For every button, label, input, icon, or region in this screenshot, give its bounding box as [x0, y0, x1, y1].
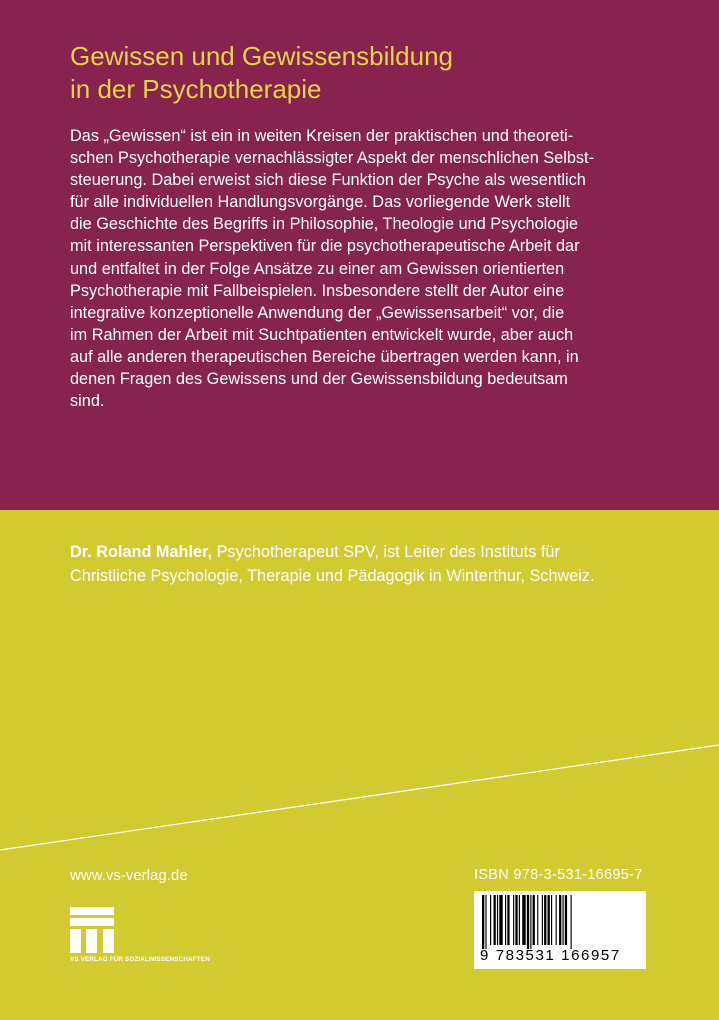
author-name: Dr. Roland Mahler, [70, 543, 213, 561]
description-line: Psychotherapie mit Fallbeispielen. Insbesondere stellt der Autor eine [70, 281, 565, 300]
author-bio-part-1: Psychotherapeut SPV, ist Leiter des Instituts für [212, 543, 560, 561]
vs-verlag-logo-icon [70, 907, 114, 953]
author-line-1 [70, 540, 690, 564]
barcode-bar [515, 895, 517, 945]
description-line: und entfaltet in der Folge Ansätze zu einer am Gewissen orientierten [70, 259, 565, 278]
barcode-bar [527, 895, 529, 949]
book-title [70, 40, 670, 106]
barcode-bar [537, 895, 538, 945]
barcode-bar [571, 895, 572, 949]
description-line: im Rahmen der Arbeit mit Suchtpatienten entwickelt wurde, aber auch [70, 325, 574, 344]
barcode-bar [542, 895, 543, 945]
description-line: für alle individuellen Handlungsvorgänge. Das vorliegende Werk stellt [70, 193, 571, 212]
barcode-bar [548, 895, 550, 945]
barcode-bar [490, 895, 491, 945]
barcode-bar [551, 895, 552, 945]
author-bio [70, 540, 690, 588]
barcode-bar [522, 895, 525, 945]
barcode-bar [530, 895, 531, 949]
barcode-bar [533, 895, 535, 945]
author-line-2: Christliche Psychologie, Therapie und Pädagogik in Winterthur, Schweiz. [70, 567, 595, 585]
barcode-digits: 9 783531 166957 [480, 947, 621, 964]
barcode-bar [507, 895, 509, 945]
barcode-bar [497, 895, 498, 945]
barcode [474, 891, 646, 969]
barcode-bar [565, 895, 567, 945]
barcode-bar [559, 895, 561, 945]
description-line: steuerung. Dabei erweist sich diese Funktion der Psyche als wesentlich [70, 171, 586, 190]
description-line: Das „Gewissen“ ist ein in weiten Kreisen der praktischen und theoreti- [70, 127, 574, 145]
description-line: die Geschichte des Begriffs in Philosophie, Theologie und Psychologie [70, 215, 579, 234]
barcode-bar [519, 895, 520, 945]
barcode-bar [482, 895, 484, 949]
description-line: auf alle anderen therapeutischen Bereiche übertragen werden kann, in [70, 347, 579, 366]
barcode-bar [513, 895, 514, 945]
publisher-name: VS VERLAG FÜR SOZIALWISSENSCHAFTEN [70, 956, 210, 963]
description-line: schen Psychotherapie vernachlässigter Aspekt der menschlichen Selbst- [70, 149, 594, 168]
description-line: mit interessanten Perspektiven für die psychotherapeutische Arbeit dar [70, 237, 580, 256]
barcode-bar [485, 895, 486, 949]
barcode-bar [505, 895, 506, 945]
title-line: Gewissen und Gewissensbildung [70, 41, 453, 71]
title-line: in der Psychotherapie [70, 74, 322, 104]
description-line: integrative konzeptionelle Anwendung der „Gewissensarbeit“ vor, die [70, 303, 565, 322]
isbn-text: ISBN 978-3-531-16695-7 [474, 867, 643, 883]
barcode-bar [494, 895, 496, 945]
description [70, 125, 642, 412]
barcode-bar [544, 895, 546, 945]
barcode-bar [563, 895, 564, 945]
barcode-bar [499, 895, 502, 945]
website-link[interactable]: www.vs-verlag.de [70, 867, 188, 884]
description-line: denen Fragen des Gewissens und der Gewissensbildung bedeutsam [70, 370, 568, 389]
barcode-bar [556, 895, 557, 945]
description-line: sind. [70, 392, 105, 411]
